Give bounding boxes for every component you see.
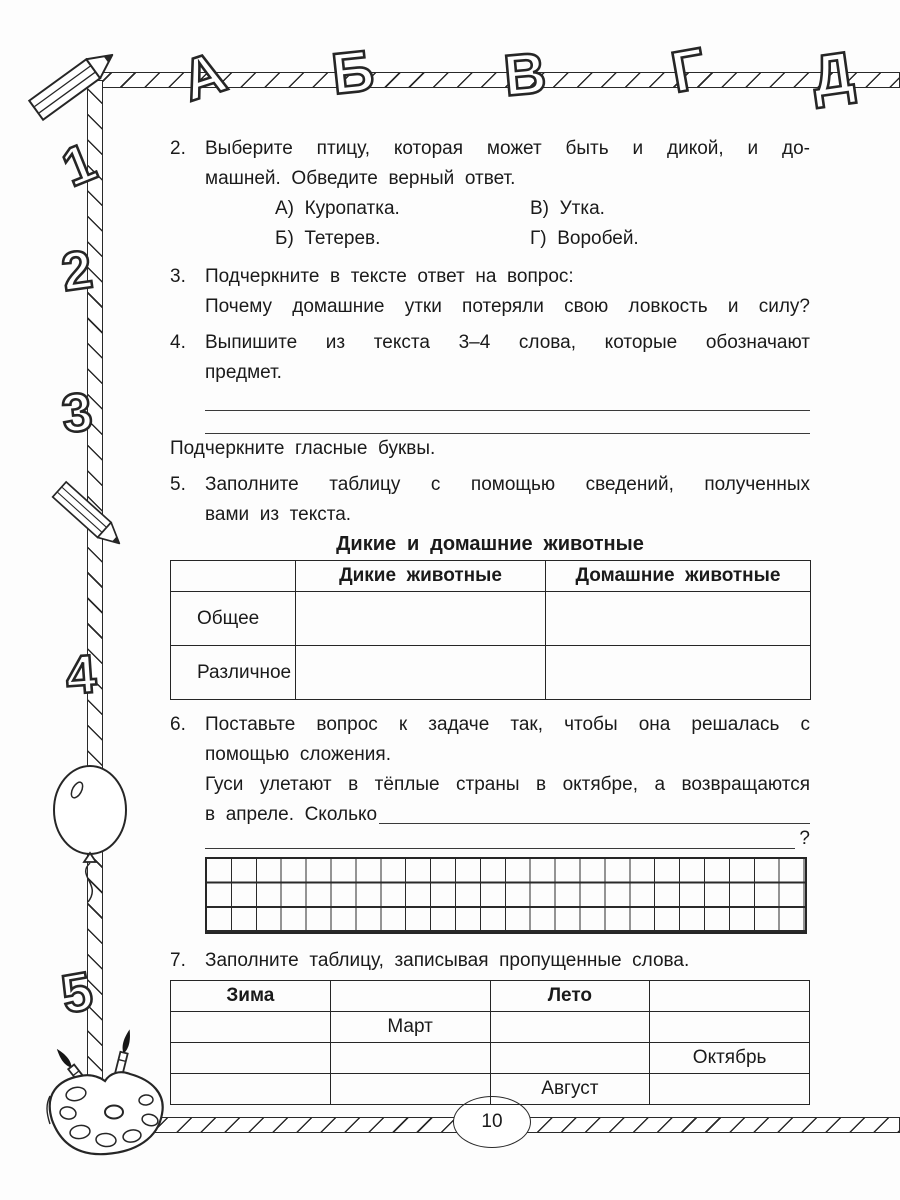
season-header-winter: Зима	[171, 981, 331, 1012]
question-blank-line-2	[205, 828, 795, 849]
option-a: А) Куропатка.	[275, 198, 400, 219]
page-border-left	[87, 80, 103, 1133]
exercise-4-line-1: Выпишите из текста 3–4 слова, которые обозначают	[205, 332, 810, 353]
season-header-empty	[330, 981, 490, 1012]
addition-question-prefix: в апреле. Сколько	[205, 804, 378, 825]
palette-icon	[26, 1016, 178, 1168]
table-5-header-wild: Дикие животные	[296, 561, 546, 592]
empty-month-cell	[171, 1012, 331, 1043]
empty-answer-cell	[546, 646, 811, 700]
exercise-4-number: 4.	[170, 332, 186, 353]
exercise-6-line-2: помощью сложения.	[205, 744, 391, 765]
empty-month-cell	[490, 1043, 650, 1074]
season-header-empty	[650, 981, 810, 1012]
seasons-table	[170, 980, 810, 1105]
pencil-icon-left-middle	[48, 482, 132, 552]
empty-month-cell	[650, 1012, 810, 1043]
exercise-5-line-2: вами из текста.	[205, 504, 352, 525]
exercise-6-line-3: Гуси улетают в тёплые страны в октябре, а возвращаются	[205, 774, 810, 795]
exercise-5	[170, 470, 810, 700]
table-5-title: Дикие и домашние животные	[336, 533, 644, 555]
option-b: Б) Тетерев.	[275, 228, 381, 249]
question-mark: ?	[799, 828, 810, 849]
exercise-3-line-1: Подчеркните в тексте ответ на вопрос:	[205, 266, 574, 287]
pencil-icon-top-corner	[26, 42, 124, 122]
exercise-4	[170, 328, 810, 464]
vowels-note: Подчеркните гласные буквы.	[170, 438, 436, 459]
empty-month-cell	[330, 1074, 490, 1105]
exercise-6-number: 6.	[170, 714, 186, 735]
ornament-number-3: 3	[58, 381, 96, 445]
empty-month-cell	[171, 1043, 331, 1074]
ornament-number-2: 2	[57, 239, 97, 303]
option-g: Г) Воробей.	[530, 228, 639, 249]
ornament-number-1: 1	[53, 131, 105, 199]
ornament-letter-g: Г	[666, 35, 711, 106]
month-cell-october: Октябрь	[650, 1043, 810, 1074]
row-label-common: Общее	[171, 592, 296, 646]
empty-month-cell	[490, 1012, 650, 1043]
ornament-letter-d: Д	[807, 39, 858, 110]
ornament-number-5: 5	[57, 960, 98, 1026]
exercise-7	[170, 946, 810, 1105]
empty-answer-cell	[296, 592, 546, 646]
exercise-2	[170, 134, 810, 254]
exercise-7-number: 7.	[170, 950, 186, 971]
table-5-header-domestic: Домашние животные	[546, 561, 811, 592]
exercise-3-line-2: Почему домашние утки потеряли свою ловкость и силу?	[205, 296, 810, 317]
exercise-3-number: 3.	[170, 266, 186, 287]
empty-month-cell	[171, 1074, 331, 1105]
balloon-icon	[50, 762, 130, 910]
answer-options	[275, 194, 810, 254]
ornament-letter-v: В	[501, 40, 549, 109]
question-blank-line-1	[379, 800, 810, 824]
exercise-6	[170, 710, 810, 934]
exercise-4-line-2: предмет.	[205, 362, 282, 383]
empty-month-cell	[330, 1043, 490, 1074]
exercise-5-line-1: Заполните таблицу с помощью сведений, полученных	[205, 474, 810, 495]
wild-domestic-table	[170, 560, 811, 700]
ornament-letter-a: А	[173, 39, 234, 114]
ornament-number-4: 4	[63, 644, 99, 706]
exercise-7-line-1: Заполните таблицу, записывая пропущенные слова.	[205, 950, 690, 971]
table-5-corner-cell	[171, 561, 296, 592]
exercise-3	[170, 262, 810, 322]
option-v: В) Утка.	[530, 198, 605, 219]
season-header-summer: Лето	[490, 981, 650, 1012]
row-label-different: Различное	[171, 646, 296, 700]
answer-squared-grid	[205, 857, 807, 934]
ornament-letter-b: Б	[328, 38, 377, 108]
exercise-2-line-2: машней. Обведите верный ответ.	[205, 168, 516, 189]
exercise-6-line-1: Поставьте вопрос к задаче так, чтобы она решалась с	[205, 714, 810, 735]
empty-month-cell	[650, 1074, 810, 1105]
worksheet-content	[170, 134, 810, 1105]
exercise-2-number: 2.	[170, 138, 186, 159]
page-number: 10	[481, 1111, 503, 1132]
empty-answer-cell	[546, 592, 811, 646]
answer-blank-line-1	[205, 388, 810, 411]
empty-answer-cell	[296, 646, 546, 700]
month-cell-august: Август	[490, 1074, 650, 1105]
exercise-5-number: 5.	[170, 474, 186, 495]
exercise-2-line-1: Выберите птицу, которая может быть и дикой, и до-	[205, 138, 810, 159]
month-cell-march: Март	[330, 1012, 490, 1043]
answer-blank-line-2	[205, 411, 810, 434]
